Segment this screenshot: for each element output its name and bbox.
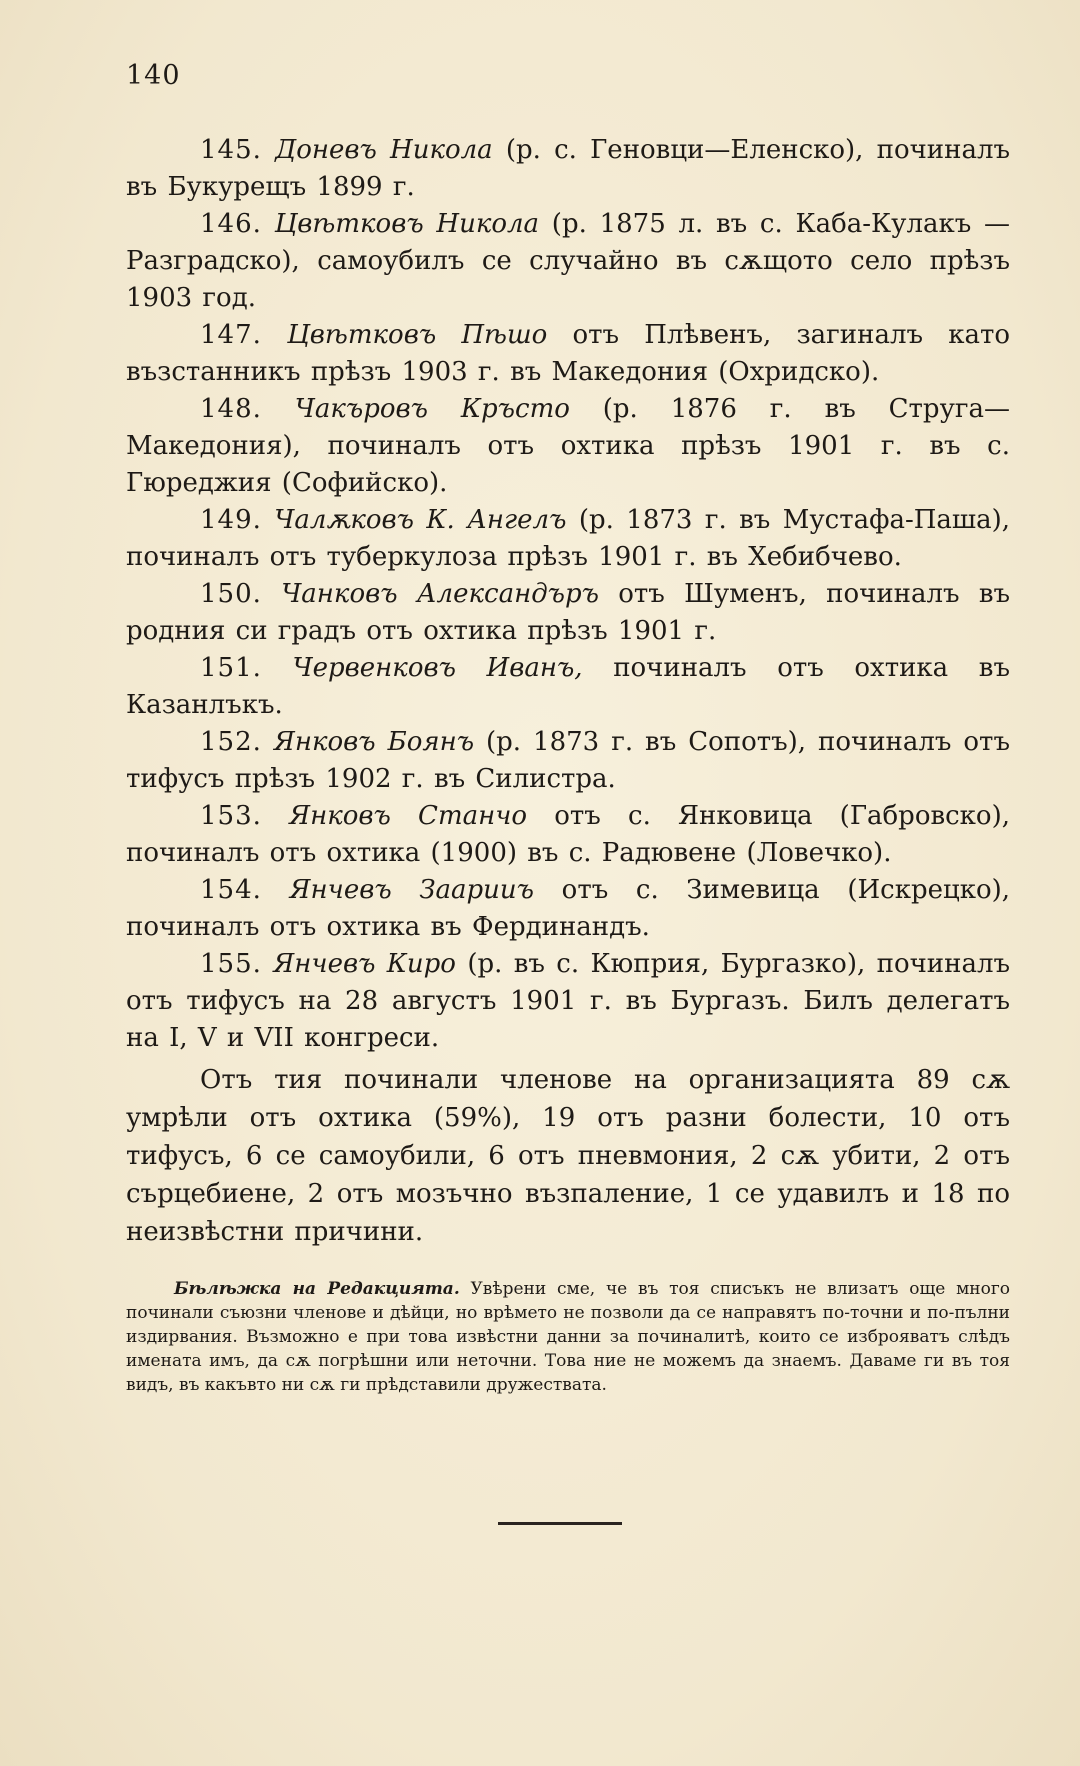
entry-number: 151.	[200, 653, 262, 683]
editorial-note	[126, 1277, 1010, 1397]
entry-details: (р. 1875 л. въ с. Каба-Кулакъ — Разградско), самоубилъ се случайно въ сѫщото село прѣзъ 1903 год.	[126, 209, 1010, 313]
entry-number: 155.	[200, 949, 262, 979]
summary-paragraph: Отъ тия починали членове на организацията 89 сѫ умрѣли отъ охтика (59%), 19 отъ разни болести, 10 отъ тифусъ, 6 се самоубили, 6 отъ пневмония, 2 сѫ убити, 2 отъ сърцебиене, 2 отъ мозъчно възпаление, 1 се удавилъ и 18 по неизвѣстни причини.	[126, 1065, 1010, 1247]
obituary-entry	[126, 502, 1010, 576]
section-end-rule	[498, 1522, 622, 1525]
obituary-entry	[126, 798, 1010, 872]
entry-number: 147.	[200, 320, 262, 350]
entry-person-name: Янчевъ Киро	[273, 949, 456, 979]
entry-details: (р. въ с. Кюприя, Бургазко), починалъ отъ тифусъ на 28 августъ 1901 г. въ Бургазъ. Билъ делегатъ на I, V и VII конгреси.	[126, 949, 1010, 1053]
editorial-note-text: Увѣрени сме, че въ тоя списъкъ не влизатъ още много починали съюзни членове и дѣйци, но врѣмето не позволи да се направятъ по-точни и по-пълни издирвания. Възможно е при това извѣстни данни за починалитѣ, които се изброяватъ слѣдъ имената имъ, да сѫ погрѣшни или неточни. Това ние не можемъ да знаемъ. Даваме ги въ тоя видъ, въ какъвто ни сѫ ги прѣдставили дружествата.	[126, 1279, 1011, 1395]
entry-person-name: Янчевъ Заарииъ	[289, 875, 535, 905]
entry-person-name: Цвѣтковъ Пѣшо	[287, 320, 548, 350]
page-number: 140	[126, 60, 181, 91]
entry-person-name: Червенковъ Иванъ,	[292, 653, 583, 683]
obituary-entry	[126, 206, 1010, 317]
entry-details: отъ Плѣвенъ, загиналъ като възстанникъ прѣзъ 1903 г. въ Македония (Охридско).	[126, 320, 1011, 387]
obituary-entry	[126, 317, 1010, 391]
obituary-entry	[126, 724, 1010, 798]
entry-person-name: Цвѣтковъ Никола	[274, 209, 540, 239]
entry-details: (р. с. Геновци—Еленско), починалъ въ Букурещъ 1899 г.	[126, 135, 1011, 202]
entry-details: (р. 1876 г. въ Струга—Македония), починалъ отъ охтика прѣзъ 1901 г. въ с. Гюреджия (Софийско).	[126, 394, 1010, 498]
editorial-note-label: Бѣлѣжка на Редакцията.	[174, 1279, 460, 1299]
obituary-entry	[126, 650, 1010, 724]
entry-details: починалъ отъ охтика въ Казанлъкъ.	[126, 653, 1010, 720]
entry-list	[126, 132, 1010, 1057]
obituary-entry	[126, 946, 1010, 1057]
obituary-entry	[126, 872, 1010, 946]
entry-person-name: Янковъ Станчо	[289, 801, 528, 831]
entry-details: отъ с. Янковица (Габровско), починалъ отъ охтика (1900) въ с. Радювене (Ловечко).	[126, 801, 1010, 868]
entry-number: 153.	[200, 801, 262, 831]
obituary-entry	[126, 391, 1010, 502]
entry-number: 146.	[200, 209, 262, 239]
entry-details: (р. 1873 г. въ Сопотъ), починалъ отъ тифусъ прѣзъ 1902 г. въ Силистра.	[126, 727, 1010, 794]
entry-details: отъ с. Зимевица (Искрецко), починалъ отъ охтика въ Фердинандъ.	[126, 875, 1011, 942]
entry-number: 152.	[200, 727, 262, 757]
entry-person-name: Янковъ Боянъ	[273, 727, 475, 757]
obituary-entry	[126, 576, 1010, 650]
page-content	[126, 132, 1010, 1397]
entry-person-name: Чанковъ Александъръ	[281, 579, 599, 609]
entry-number: 148.	[200, 394, 262, 424]
entry-person-name: Чакъровъ Кръсто	[294, 394, 570, 424]
entry-number: 150.	[200, 579, 262, 609]
entry-person-name: Доневъ Никола	[275, 135, 493, 165]
entry-person-name: Чалѫковъ К. Ангелъ	[274, 505, 567, 535]
entry-details: (р. 1873 г. въ Мустафа-Паша), починалъ отъ туберкулоза прѣзъ 1901 г. въ Хебибчево.	[126, 505, 1010, 572]
entry-number: 145.	[200, 135, 262, 165]
entry-details: отъ Шуменъ, починалъ въ родния си градъ отъ охтика прѣзъ 1901 г.	[126, 579, 1011, 646]
entry-number: 154.	[200, 875, 262, 905]
obituary-entry	[126, 132, 1010, 206]
entry-number: 149.	[200, 505, 262, 535]
